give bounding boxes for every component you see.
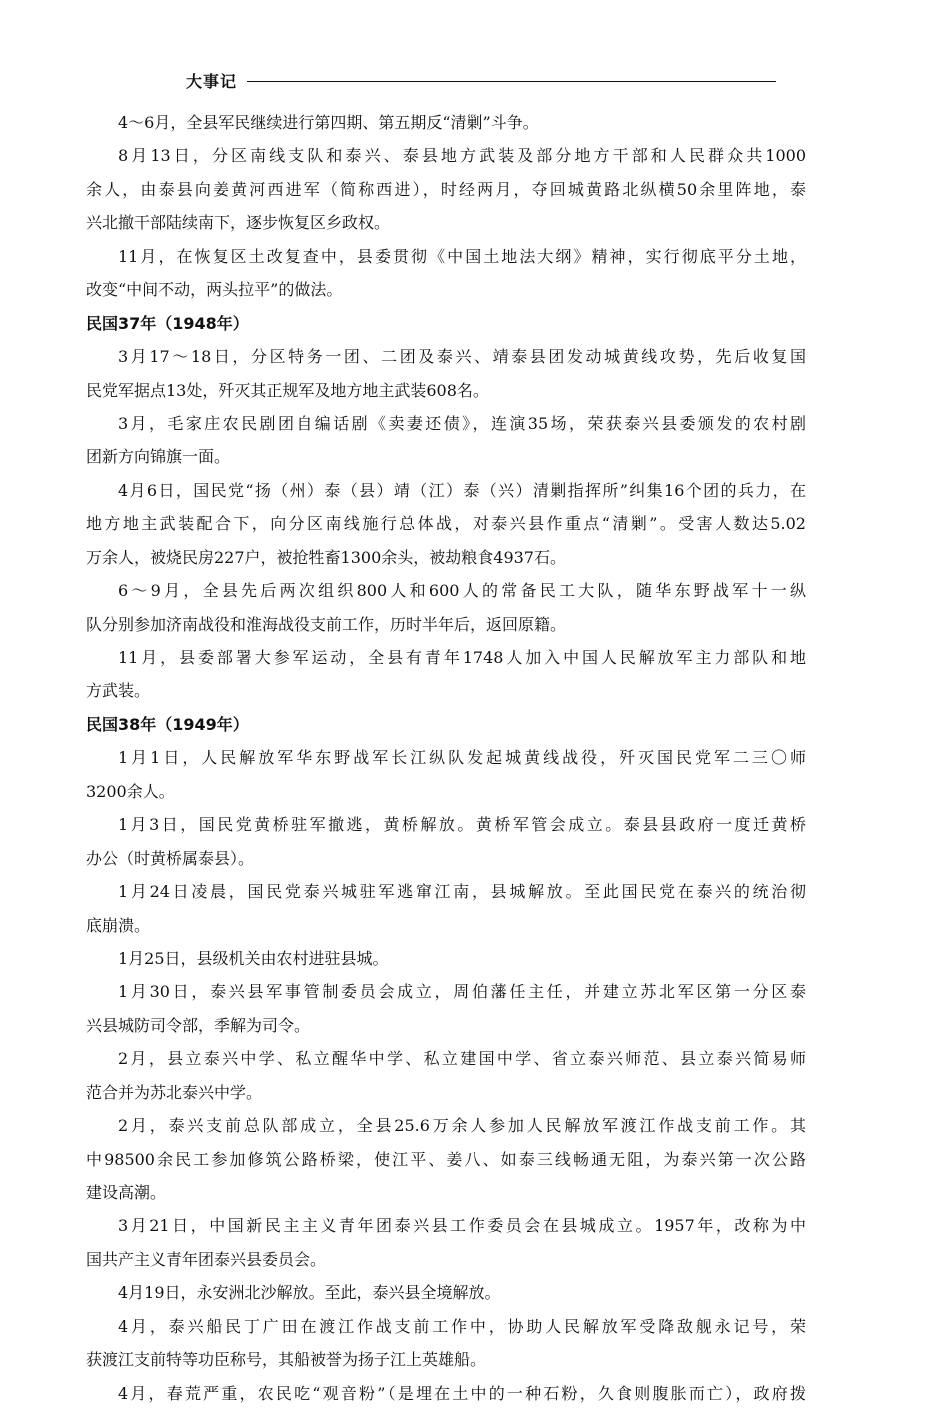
text-line: 办公（时黄桥属泰县）。	[86, 848, 255, 868]
text-line: 4月6日，国民党“扬（州）泰（县）靖（江）泰（兴）清剿指挥所”纠集16个团的兵力，在	[118, 480, 806, 500]
text-line: 3200余人。	[86, 781, 175, 801]
text-line: 8月13日，分区南线支队和泰兴、泰县地方武装及部分地方干部和人民群众共1000	[118, 146, 806, 166]
running-header-title: 大事记	[186, 71, 238, 91]
text-line: 队分别参加济南战役和淮海战役支前工作，历时半年后，返回原籍。	[86, 614, 567, 634]
page-header	[186, 66, 776, 94]
text-line: 3月21日，中国新民主主义青年团泰兴县工作委员会在县城成立。1957年，改称为中	[118, 1216, 806, 1236]
text-line: 1月3日，国民党黄桥驻军撤逃，黄桥解放。黄桥军管会成立。泰县县政府一度迁黄桥	[118, 815, 806, 835]
text-line: 改变“中间不动，两头拉平”的做法。	[86, 280, 343, 300]
header-rule	[247, 81, 776, 82]
text-line: 兴北撤干部陆续南下，逐步恢复区乡政权。	[86, 213, 391, 233]
text-line: 余人，由泰县向姜黄河西进军（简称西进），时经两月，夺回城黄路北纵横50余里阵地，泰	[86, 179, 806, 199]
text-line: 兴县城防司令部，季解为司令。	[86, 1015, 311, 1035]
text-line: 2月，泰兴支前总队部成立，全县25.6万余人参加人民解放军渡江作战支前工作。其	[118, 1116, 806, 1136]
text-line: 底崩溃。	[86, 915, 151, 935]
text-line: 11月，在恢复区土改复查中，县委贯彻《中国土地法大纲》精神，实行彻底平分土地，	[118, 246, 806, 266]
text-line: 1月25日，县级机关由农村进驻县城。	[118, 948, 389, 968]
text-line: 国共产主义青年团泰兴县委员会。	[86, 1249, 327, 1269]
text-line: 团新方向锦旗一面。	[86, 447, 231, 467]
text-line: 4月，泰兴船民丁广田在渡江作战支前工作中，协助人民解放军受降敌舰永记号，荣	[118, 1316, 806, 1336]
text-line: 地方地主武装配合下，向分区南线施行总体战，对泰兴县作重点“清剿”。受害人数达5.02	[86, 514, 806, 534]
text-line: 1月30日，泰兴县军事管制委员会成立，周伯藩任主任，并建立苏北军区第一分区泰	[118, 982, 806, 1002]
text-line: 11月，县委部署大参军运动，全县有青年1748人加入中国人民解放军主力部队和地	[118, 648, 806, 667]
text-line: 1月24日凌晨，国民党泰兴城驻军逃窜江南，县城解放。至此国民党在泰兴的统治彻	[118, 882, 806, 902]
chronicle-text	[86, 106, 806, 1410]
text-line: 2月，县立泰兴中学、私立醒华中学、私立建国中学、省立泰兴师范、县立泰兴简易师	[118, 1049, 806, 1069]
text-line: 范合并为苏北泰兴中学。	[86, 1082, 263, 1102]
text-line: 中98500余民工参加修筑公路桥梁，使江平、姜八、如泰三线畅通无阻，为泰兴第一次公路	[86, 1149, 806, 1169]
text-line: 6～9月，全县先后两次组织800人和600人的常备民工大队，随华东野战军十一纵	[118, 581, 806, 601]
text-line: 民党军据点13处，歼灭其正规军及地方地主武装608名。	[86, 380, 489, 400]
text-line: 方武装。	[86, 681, 151, 701]
text-line: 建设高潮。	[86, 1183, 167, 1202]
text-line: 4月，春荒严重，农民吃“观音粉”（是埋在土中的一种石粉，久食则腹胀而亡），政府拨	[118, 1383, 806, 1403]
year-heading: 民国37年（1948年）	[86, 313, 249, 333]
text-line: 4月19日，永安洲北沙解放。至此，泰兴县全境解放。	[118, 1283, 501, 1303]
text-line: 万余人，被烧民房227户，被抢牲畜1300余头，被劫粮食4937石。	[86, 547, 566, 567]
text-line: 3月17～18日，分区特务一团、二团及泰兴、靖泰县团发动城黄线攻势，先后收复国	[118, 347, 806, 367]
year-heading: 民国38年（1949年）	[86, 714, 249, 734]
text-line: 1月1日，人民解放军华东野战军长江纵队发起城黄线战役，歼灭国民党军二三〇师	[118, 748, 806, 768]
text-line: 3月，毛家庄农民剧团自编话剧《卖妻还债》，连演35场，荣获泰兴县委颁发的农村剧	[118, 413, 806, 433]
text-line: 4～6月，全县军民继续进行第四期、第五期反“清剿”斗争。	[118, 113, 539, 132]
text-line: 获渡江支前特等功臣称号，其船被誉为扬子江上英雄船。	[86, 1350, 487, 1370]
